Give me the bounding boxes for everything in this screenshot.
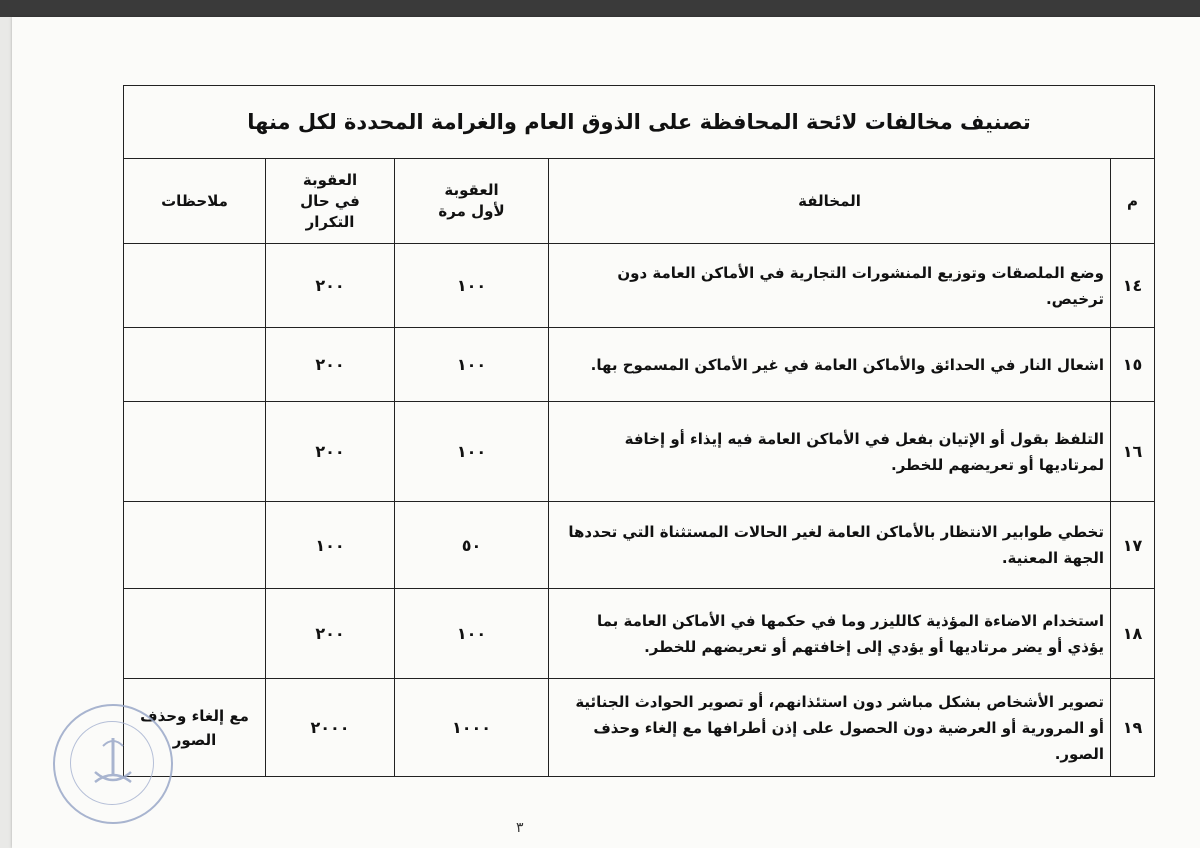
row-number: ١٦ xyxy=(1111,402,1155,502)
row-notes xyxy=(124,589,266,679)
row-violation: اشعال النار في الحدائق والأماكن العامة في غير الأماكن المسموح بها. xyxy=(549,328,1111,402)
table-row xyxy=(124,328,1155,402)
header-repeat-penalty xyxy=(266,159,395,244)
row-number: ١٤ xyxy=(1111,244,1155,328)
row-repeat-penalty: ٢٠٠٠ xyxy=(266,679,395,777)
violations-table xyxy=(123,85,1155,777)
page-number: ٣ xyxy=(516,820,524,836)
row-first-penalty: ١٠٠ xyxy=(395,244,549,328)
header-repeat-penalty-label: العقوبة في حال التكرار xyxy=(300,170,360,231)
header-first-penalty xyxy=(395,159,549,244)
header-number: م xyxy=(1111,159,1155,244)
header-notes: ملاحظات xyxy=(124,159,266,244)
row-number: ١٧ xyxy=(1111,502,1155,589)
row-violation: التلفظ بقول أو الإتيان بفعل في الأماكن العامة فيه إيذاء أو إخافة لمرتاديها أو تعريضهم للخطر. xyxy=(549,402,1111,502)
scan-top-edge xyxy=(0,0,1200,17)
row-first-penalty: ١٠٠ xyxy=(395,402,549,502)
row-repeat-penalty: ٢٠٠ xyxy=(266,402,395,502)
row-number: ١٥ xyxy=(1111,328,1155,402)
table-row xyxy=(124,402,1155,502)
row-violation: وضع الملصقات وتوزيع المنشورات التجارية في الأماكن العامة دون ترخيص. xyxy=(549,244,1111,328)
row-first-penalty: ١٠٠ xyxy=(395,589,549,679)
row-notes xyxy=(124,244,266,328)
table-row xyxy=(124,679,1155,777)
row-violation: استخدام الاضاءة المؤذية كالليزر وما في حكمها في الأماكن العامة بما يؤذي أو يضر مرتاديها أو يؤدي إلى إخافتهم أو تعريضهم للخطر. xyxy=(549,589,1111,679)
row-repeat-penalty: ١٠٠ xyxy=(266,502,395,589)
row-violation: تصوير الأشخاص بشكل مباشر دون استئذانهم، أو تصوير الحوادث الجنائية أو المرورية أو العرضية دون الحصول على إذن أطرافها مع إلغاء وحذف الصور. xyxy=(549,679,1111,777)
row-notes-text: مع إلغاء وحذف الصور xyxy=(140,706,249,749)
row-first-penalty: ١٠٠٠ xyxy=(395,679,549,777)
table-row xyxy=(124,244,1155,328)
row-repeat-penalty: ٢٠٠ xyxy=(266,328,395,402)
row-repeat-penalty: ٢٠٠ xyxy=(266,244,395,328)
header-first-penalty-label: العقوبة لأول مرة xyxy=(438,181,505,220)
row-notes xyxy=(124,402,266,502)
row-notes xyxy=(124,502,266,589)
row-first-penalty: ١٠٠ xyxy=(395,328,549,402)
table-row xyxy=(124,589,1155,679)
row-number: ١٩ xyxy=(1111,679,1155,777)
table-row xyxy=(124,502,1155,589)
table-title: تصنيف مخالفات لائحة المحافظة على الذوق العام والغرامة المحددة لكل منها xyxy=(124,86,1155,159)
row-first-penalty: ٥٠ xyxy=(395,502,549,589)
row-violation: تخطي طوابير الانتظار بالأماكن العامة لغير الحالات المستثناة التي تحددها الجهة المعنية. xyxy=(549,502,1111,589)
row-repeat-penalty: ٢٠٠ xyxy=(266,589,395,679)
seal-emblem-icon xyxy=(55,706,171,822)
official-seal-icon xyxy=(53,704,173,824)
row-notes xyxy=(124,328,266,402)
header-violation: المخالفة xyxy=(549,159,1111,244)
row-number: ١٨ xyxy=(1111,589,1155,679)
